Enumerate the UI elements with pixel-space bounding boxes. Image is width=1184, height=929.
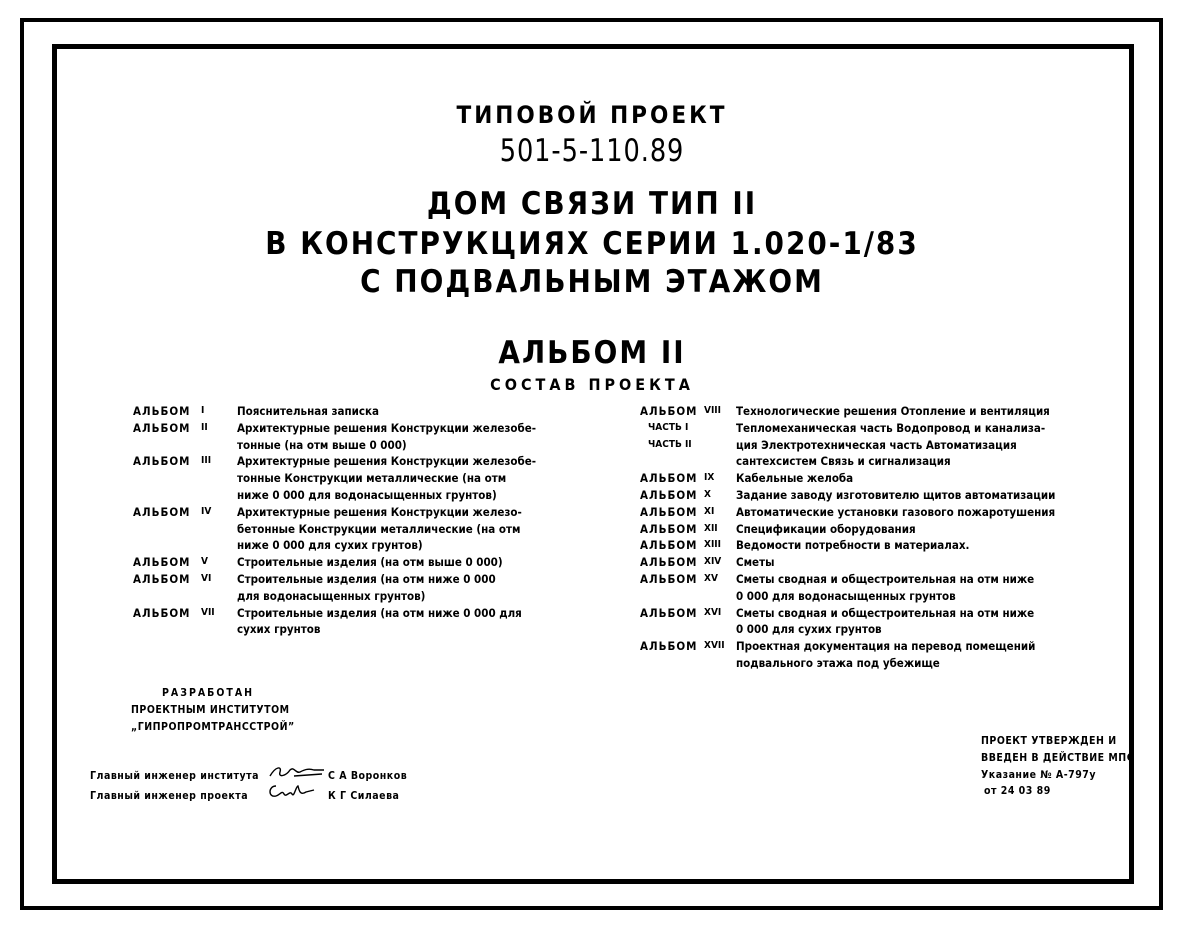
project-number: 501-5-110.89	[499, 133, 685, 169]
list-item: АЛЬБОМ I Пояснительная записка	[133, 404, 379, 418]
doc-type-title: ТИПОВОЙ ПРОЕКТ	[456, 101, 728, 129]
developer-heading: РАЗРАБОТАН	[162, 687, 255, 699]
album-title: АЛЬБОМ II	[498, 335, 686, 371]
list-item: АЛЬБОМ XII Спецификации оборудования	[640, 521, 916, 536]
list-item: АЛЬБОМ VIII Технологические решения Отопление и вентиляция	[640, 404, 1050, 418]
list-item: АЛЬБОМ V Строительные изделия (на отм выше 0 000)	[133, 555, 503, 570]
list-item: АЛЬБОМ IX Кабельные желоба	[640, 471, 854, 486]
developer-institute: „ГИПРОПРОМТРАНССТРОЙ”	[131, 721, 295, 733]
signature-mark-1	[268, 764, 326, 782]
album-list-right	[640, 403, 1090, 672]
list-item: ЧАСТЬ II ция Электротехническая часть Автоматизация сантехсистем Связь и сигнализация	[648, 437, 1017, 469]
list-item: АЛЬБОМ XVII Проектная документация на перевод помещений подвального этажа под убежище	[640, 639, 1036, 670]
list-item: АЛЬБОМ VII Строительные изделия (на отм ниже 0 000 для сухих грунтов	[133, 605, 522, 637]
list-item: АЛЬБОМ X Задание заводу изготовителю щитов автоматизации	[640, 487, 1056, 502]
signature-name-2: К Г Силаева	[328, 790, 400, 802]
developer-line: ПРОЕКТНЫМ ИНСТИТУТОМ	[131, 704, 290, 716]
list-item: АЛЬБОМ XIV Сметы	[640, 555, 775, 570]
project-title-line2: В КОНСТРУКЦИЯХ СЕРИИ 1.020-1/83	[265, 226, 919, 262]
approval-line-2: ВВЕДЕН В ДЕЙСТВИЕ МПС	[981, 752, 1135, 764]
signature-role-1: Главный инженер института	[90, 770, 260, 782]
list-item: АЛЬБОМ IV Архитектурные решения Конструкции железо- бетонные Конструкции металлические (на отм ниже 0 000 для сухих грунтов)	[133, 504, 522, 553]
list-item: АЛЬБОМ XVI Сметы сводная и общестроительная на отм ниже 0 000 для сухих грунтов	[640, 605, 1035, 637]
list-item: АЛЬБОМ XV Сметы сводная и общестроительная на отм ниже 0 000 для водонасыщенных грунтов	[640, 571, 1035, 603]
album-list-left	[133, 403, 563, 638]
list-item: АЛЬБОМ XI Автоматические установки газового пожаротушения	[640, 504, 1056, 519]
list-item: АЛЬБОМ II Архитектурные решения Конструкции железобе- тонные (на отм выше 0 000)	[133, 420, 537, 452]
approval-line-1: ПРОЕКТ УТВЕРЖДЕН И	[981, 735, 1117, 747]
signature-name-1: С А Воронков	[328, 770, 408, 782]
list-item: АЛЬБОМ XIII Ведомости потребности в материалах.	[640, 538, 970, 553]
project-title-line1: ДОМ СВЯЗИ ТИП II	[426, 186, 758, 222]
list-item: АЛЬБОМ VI Строительные изделия (на отм ниже 0 000 для водонасыщенных грунтов)	[133, 571, 496, 603]
signature-mark-2	[266, 782, 316, 802]
approval-line-4: от 24 03 89	[984, 785, 1051, 797]
approval-line-3: Указание № А-797у	[981, 769, 1097, 781]
list-item: ЧАСТЬ I Тепломеханическая часть Водопровод и канализа-	[648, 420, 1046, 435]
list-item: АЛЬБОМ III Архитектурные решения Конструкции железобе- тонные Конструкции металлические (на отм ниже 0 000 для водонасыщенных грунтов)	[133, 454, 537, 502]
signature-role-2: Главный инженер проекта	[90, 790, 249, 802]
project-title-line3: С ПОДВАЛЬНЫМ ЭТАЖОМ	[360, 264, 824, 300]
album-subtitle: СОСТАВ ПРОЕКТА	[490, 375, 694, 394]
